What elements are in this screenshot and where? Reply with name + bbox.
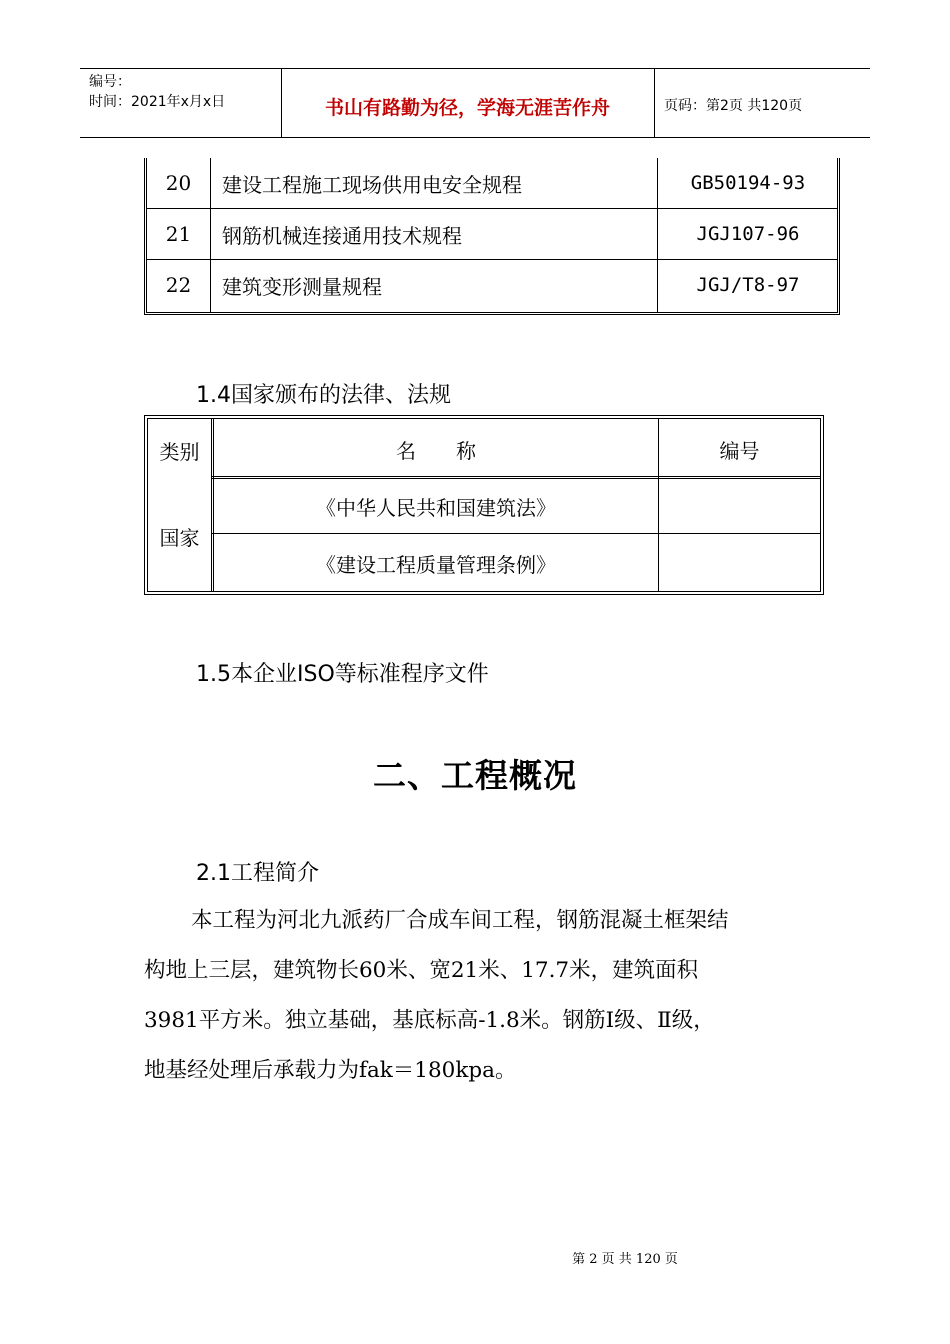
page-header <box>80 68 870 138</box>
row-divider <box>211 533 820 534</box>
column-divider <box>211 419 212 591</box>
table-row-code: JGJ107-96 <box>696 223 800 245</box>
number-label: 编号： <box>89 74 131 90</box>
page-footer: 第 2 页 共 120 页 <box>572 1252 678 1267</box>
table-row-name: 钢筋机械连接通用技术规程 <box>222 223 462 248</box>
table-row-code <box>659 479 820 533</box>
header-category: 类别 <box>159 439 200 464</box>
table-row-code <box>659 535 820 591</box>
paragraph-line: 本工程为河北九派药厂合成车间工程，钢筋混凝土框架结 <box>191 908 729 933</box>
header-code: 编号 <box>719 438 760 463</box>
table-row-name: 《建设工程质量管理条例》 <box>316 552 556 577</box>
page-info: 页码：第2页 共120页 <box>664 98 803 114</box>
table-row-no: 20 <box>165 171 192 195</box>
section-heading-1-4: 1.4国家颁布的法律、法规 <box>196 383 451 408</box>
table-row-no: 22 <box>165 273 192 297</box>
paragraph-line: 3981平方米。独立基础，基底标高-1.8米。钢筋Ⅰ级、Ⅱ级， <box>144 1008 715 1033</box>
table-row-name: 《中华人民共和国建筑法》 <box>316 495 556 520</box>
motto: 书山有路勤为径，学海无涯苦作舟 <box>324 97 610 119</box>
chapter-title: 二、工程概况 <box>373 756 577 795</box>
table-row-code: GB50194-93 <box>690 172 806 194</box>
paragraph-line: 地基经处理后承载力为fak＝180kpa。 <box>144 1058 517 1083</box>
header-meta-cell <box>80 69 282 137</box>
section-heading-2-1: 2.1工程简介 <box>196 861 319 886</box>
category-cell: 国家 <box>159 525 200 550</box>
time-label: 时间：2021年x月x日 <box>89 94 226 110</box>
table-row-code: JGJ/T8-97 <box>696 274 800 296</box>
header-name: 名 称 <box>396 438 476 463</box>
table-row-no: 21 <box>165 222 192 246</box>
laws-table <box>144 415 824 595</box>
header-page-cell <box>655 69 870 137</box>
paragraph-line: 构地上三层，建筑物长60米、宽21米、17.7米，建筑面积 <box>144 958 699 983</box>
table-row-name: 建筑变形测量规程 <box>222 274 382 299</box>
project-description <box>144 896 810 1096</box>
column-divider <box>210 158 211 312</box>
standards-table <box>144 158 840 315</box>
table-row-name: 建设工程施工现场供用电安全规程 <box>222 172 522 197</box>
header-motto-cell <box>281 69 655 137</box>
section-heading-1-5: 1.5本企业ISO等标准程序文件 <box>196 662 489 687</box>
